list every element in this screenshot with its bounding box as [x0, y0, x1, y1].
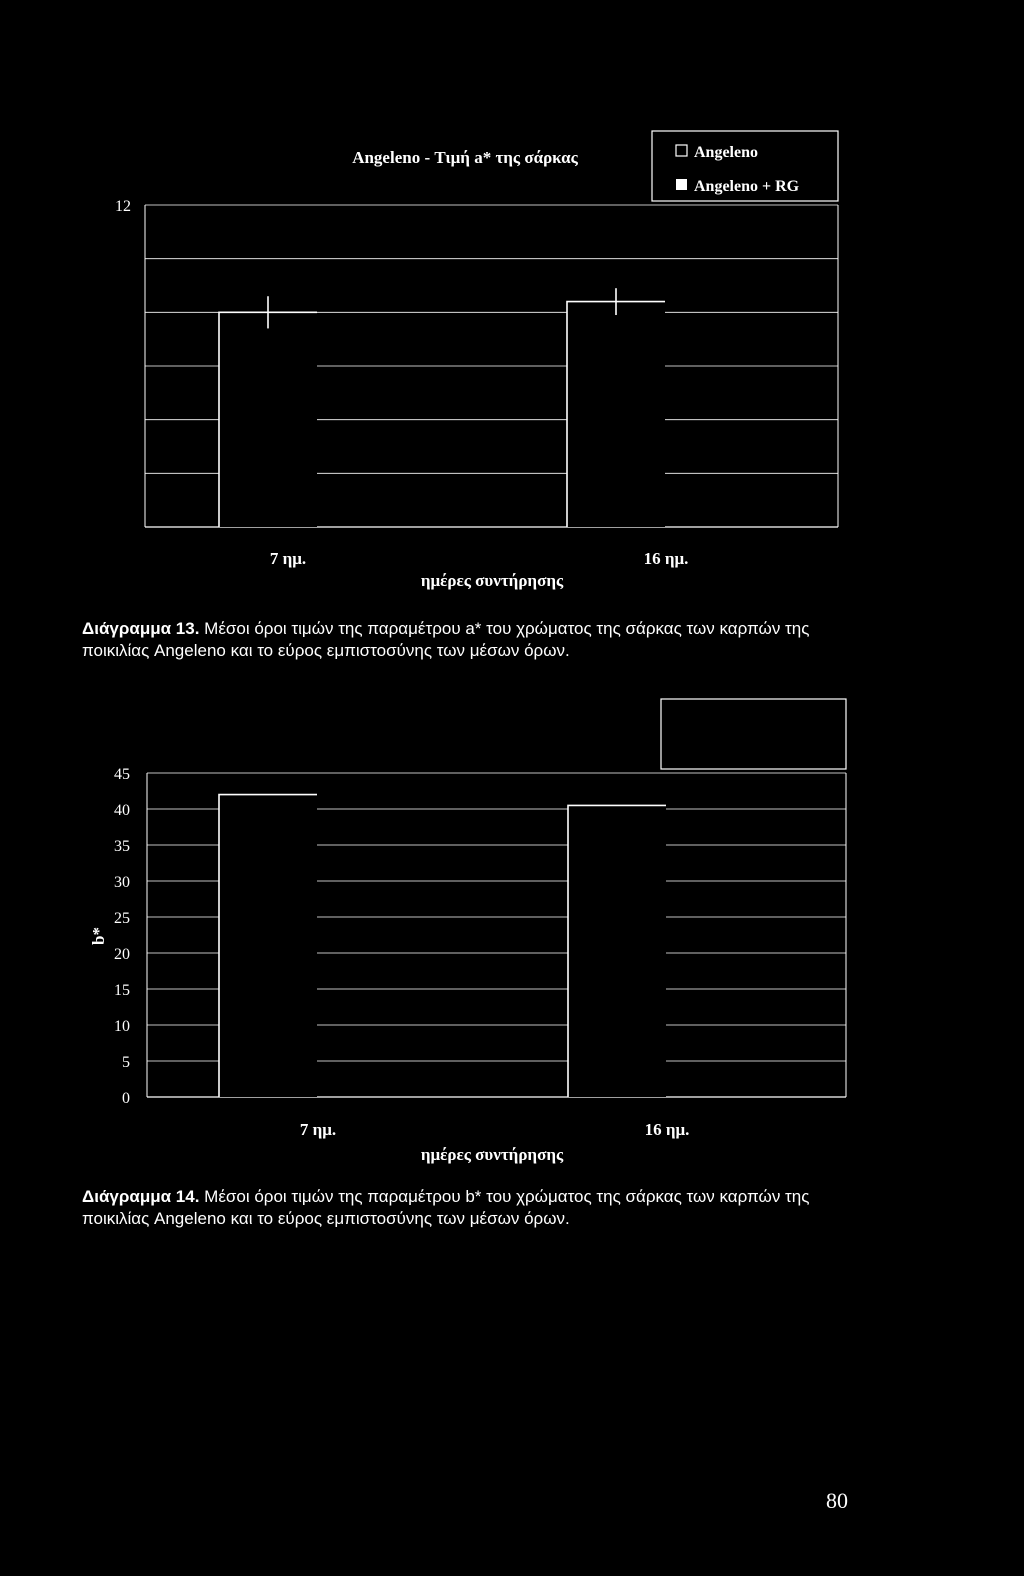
chart2-y-tick-label: 25 [114, 910, 130, 927]
chart1-category-label: 16 ημ. [643, 549, 689, 568]
chart2-y-tick-label: 35 [114, 838, 130, 855]
chart2-y-axis-label: b* [89, 927, 108, 945]
chart2-y-tick-label: 45 [114, 766, 130, 783]
chart1-title: Angeleno - Τιμή a* της σάρκας [352, 148, 578, 167]
legend-label-angeleno: Angeleno [694, 144, 758, 161]
chart2-y-tick-label: 15 [114, 982, 130, 999]
chart2-y-tick-label: 10 [114, 1018, 130, 1035]
chart2-category-label: 16 ημ. [644, 1120, 690, 1139]
caption-diagram-14 [82, 1186, 842, 1230]
chart1-category-label: 7 ημ. [269, 549, 307, 568]
chart1-x-axis-label: ημέρες συντήρησης [420, 571, 564, 590]
chart2-bars [219, 795, 666, 1097]
chart1-y-tick-label: 12 [115, 198, 131, 215]
caption-14-label: Διάγραμμα 14. [82, 1187, 200, 1206]
chart2-y-tick-label: 20 [114, 946, 130, 963]
page-number: 80 [826, 1488, 848, 1513]
chart2-y-tick-label: 40 [114, 802, 130, 819]
caption-13-text: Μέσοι όροι τιμών της παραμέτρου a* του χρώματος της σάρκας των καρπών της ποικιλίας Angeleno και το εύρος εμπιστοσύνης των μέσων όρων. [82, 619, 810, 660]
legend-label-angeleno-rg: Angeleno + RG [694, 178, 800, 195]
chart2-y-tick-label: 5 [122, 1054, 130, 1071]
caption-13-label: Διάγραμμα 13. [82, 619, 200, 638]
chart2-y-tick-label: 30 [114, 874, 130, 891]
chart2-bar-bg [219, 795, 317, 1097]
chart2-x-categories [300, 1120, 690, 1139]
chart2-category-label: 7 ημ. [299, 1120, 337, 1139]
chart2-y-ticks [114, 766, 130, 1107]
chart2-x-axis-label: ημέρες συντήρησης [420, 1145, 564, 1164]
chart2-legend-frame [661, 699, 846, 769]
chart2-bar-bg [568, 805, 666, 1097]
chart2-y-tick-label: 0 [122, 1090, 130, 1107]
caption-14-text: Μέσοι όροι τιμών της παραμέτρου b* του χρώματος της σάρκας των καρπών της ποικιλίας Angeleno και το εύρος εμπιστοσύνης των μέσων όρων. [82, 1187, 810, 1228]
